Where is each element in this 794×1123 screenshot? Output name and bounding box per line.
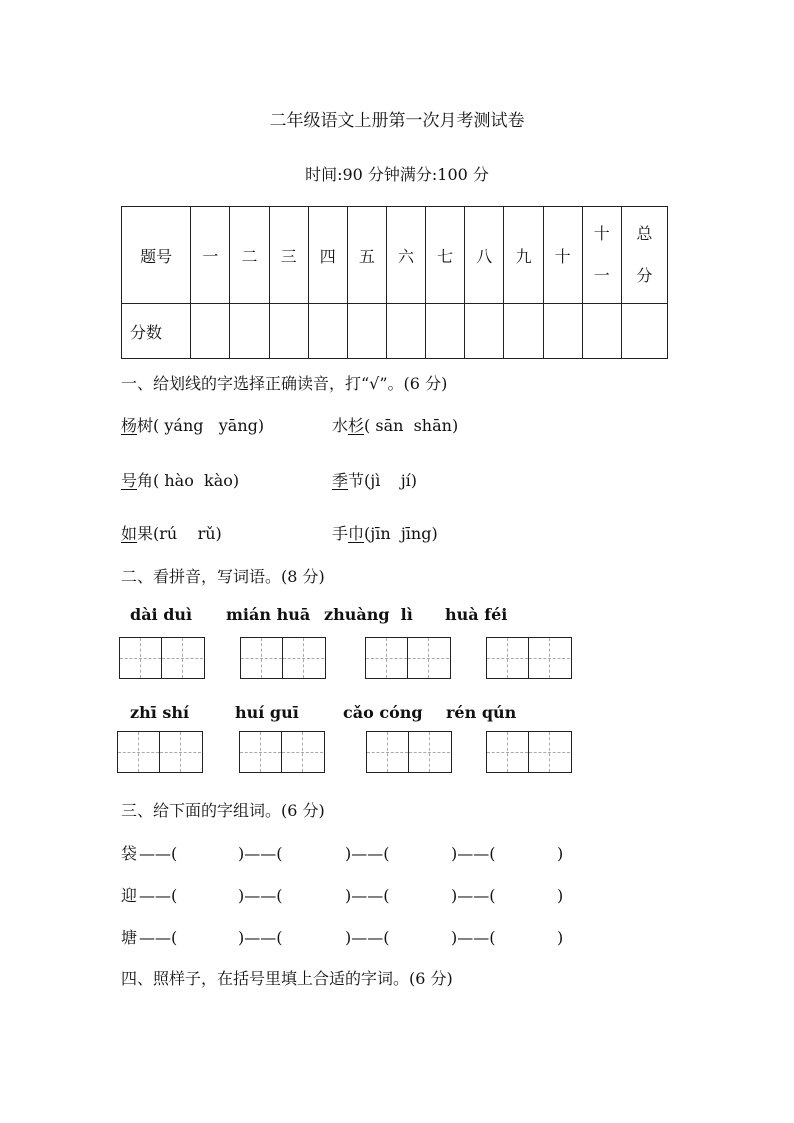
grid-cell[interactable]	[366, 638, 408, 678]
base-char: 袋	[121, 844, 138, 863]
q2-title: 二、看拼音，写词语。(8 分)	[121, 567, 325, 586]
word-group-row	[121, 841, 563, 864]
exam-time-score: 时间:90 分钟满分:100 分	[305, 165, 489, 184]
score-cell[interactable]	[543, 304, 582, 359]
base-char: 迎	[121, 886, 138, 905]
close-paren: )	[557, 928, 564, 947]
score-cell[interactable]	[269, 304, 308, 359]
underlined-char: 巾	[348, 524, 365, 543]
score-cell[interactable]	[347, 304, 386, 359]
writing-grid[interactable]	[239, 731, 325, 773]
col-4: 四	[308, 207, 347, 304]
col-total-bottom: 分	[636, 266, 653, 285]
pinyin-label: huí guī	[235, 703, 299, 722]
q1-item-6	[332, 521, 438, 544]
answer-blank[interactable]: ——(	[139, 886, 178, 905]
grid-cell[interactable]	[240, 732, 282, 772]
word-rest: 节	[348, 471, 365, 490]
q3-title: 三、给下面的字组词。(6 分)	[121, 801, 325, 820]
writing-grid[interactable]	[486, 637, 572, 679]
underlined-char: 号	[121, 471, 138, 490]
grid-cell[interactable]	[282, 732, 323, 772]
col-6: 六	[386, 207, 425, 304]
col-7: 七	[426, 207, 465, 304]
col-3: 三	[269, 207, 308, 304]
writing-grid[interactable]	[119, 637, 205, 679]
word-rest: 树	[137, 416, 154, 435]
writing-grid[interactable]	[365, 637, 451, 679]
underlined-char: 如	[121, 524, 138, 543]
grid-cell[interactable]	[120, 638, 162, 678]
base-char: 塘	[121, 928, 138, 947]
writing-grid[interactable]	[486, 731, 572, 773]
pinyin-label: zhī shí	[130, 703, 190, 722]
score-cell[interactable]	[621, 304, 667, 359]
grid-cell[interactable]	[529, 638, 570, 678]
pinyin-options[interactable]: (jì jí)	[364, 471, 418, 490]
answer-blank[interactable]: ——(	[139, 844, 178, 863]
col-2: 二	[230, 207, 269, 304]
word-rest: 角	[137, 471, 154, 490]
col-9: 九	[504, 207, 543, 304]
answer-blank[interactable]: )——(	[451, 928, 496, 947]
grid-cell[interactable]	[367, 732, 409, 772]
score-cell[interactable]	[191, 304, 230, 359]
answer-blank[interactable]: )——(	[238, 928, 283, 947]
col-8: 八	[465, 207, 504, 304]
col-11-bottom: 一	[593, 266, 610, 285]
label-question-number: 题号	[122, 207, 191, 304]
underlined-char: 杉	[348, 416, 365, 435]
score-table	[121, 206, 668, 359]
grid-cell[interactable]	[162, 638, 203, 678]
grid-cell[interactable]	[487, 732, 529, 772]
answer-blank[interactable]: )——(	[345, 844, 390, 863]
score-cell[interactable]	[582, 304, 621, 359]
grid-cell[interactable]	[160, 732, 201, 772]
label-score: 分数	[122, 304, 191, 359]
score-cell[interactable]	[230, 304, 269, 359]
col-11-top: 十	[593, 224, 610, 243]
word-rest: 果	[137, 524, 154, 543]
pinyin-options[interactable]: (rú rǔ)	[153, 524, 222, 543]
grid-cell[interactable]	[283, 638, 324, 678]
grid-cell[interactable]	[241, 638, 283, 678]
score-table-header-row	[122, 207, 668, 304]
q1-title: 一、给划线的字选择正确读音，打“√”。(6 分)	[121, 374, 448, 393]
pinyin-label: rén qún	[446, 703, 517, 722]
score-cell[interactable]	[308, 304, 347, 359]
pinyin-options[interactable]: ( sān shān)	[364, 416, 459, 435]
score-cell[interactable]	[465, 304, 504, 359]
word-group-row	[121, 883, 563, 906]
answer-blank[interactable]: )——(	[238, 886, 283, 905]
close-paren: )	[557, 844, 564, 863]
grid-cell[interactable]	[487, 638, 529, 678]
col-total	[621, 207, 667, 304]
close-paren: )	[557, 886, 564, 905]
grid-cell[interactable]	[529, 732, 570, 772]
col-10: 十	[543, 207, 582, 304]
q1-item-5	[121, 521, 222, 544]
word-group-row	[121, 925, 563, 948]
score-table-score-row	[122, 304, 668, 359]
score-cell[interactable]	[426, 304, 465, 359]
writing-grid[interactable]	[366, 731, 452, 773]
answer-blank[interactable]: )——(	[238, 844, 283, 863]
underlined-char: 杨	[121, 416, 138, 435]
pinyin-label: cǎo cóng	[343, 703, 423, 722]
answer-blank[interactable]: )——(	[451, 886, 496, 905]
grid-cell[interactable]	[118, 732, 160, 772]
pinyin-options[interactable]: ( hào kào)	[153, 471, 240, 490]
grid-cell[interactable]	[409, 732, 450, 772]
q4-title: 四、照样子，在括号里填上合适的字词。(6 分)	[121, 969, 453, 988]
writing-grid[interactable]	[117, 731, 203, 773]
score-cell[interactable]	[386, 304, 425, 359]
col-11	[582, 207, 621, 304]
pinyin-options[interactable]: ( yáng yāng)	[153, 416, 265, 435]
word-pre: 手	[332, 524, 349, 543]
answer-blank[interactable]: )——(	[345, 928, 390, 947]
pinyin-options[interactable]: (jīn jīng)	[364, 524, 438, 543]
q1-item-3	[121, 468, 239, 491]
col-1: 一	[191, 207, 230, 304]
q1-item-1	[121, 413, 264, 436]
q1-item-4	[332, 468, 417, 491]
pinyin-label: dài duì	[130, 605, 193, 624]
answer-blank[interactable]: ——(	[139, 928, 178, 947]
pinyin-label: mián huā	[226, 605, 311, 624]
col-5: 五	[347, 207, 386, 304]
col-total-top: 总	[636, 224, 653, 243]
answer-blank[interactable]: )——(	[345, 886, 390, 905]
score-cell[interactable]	[504, 304, 543, 359]
q1-item-2	[332, 413, 458, 436]
writing-grid[interactable]	[240, 637, 326, 679]
word-pre: 水	[332, 416, 349, 435]
page-title: 二年级语文上册第一次月考测试卷	[269, 111, 525, 131]
pinyin-label: zhuàng lì	[324, 605, 413, 624]
grid-cell[interactable]	[408, 638, 449, 678]
underlined-char: 季	[332, 471, 349, 490]
answer-blank[interactable]: )——(	[451, 844, 496, 863]
pinyin-label: huà féi	[445, 605, 508, 624]
